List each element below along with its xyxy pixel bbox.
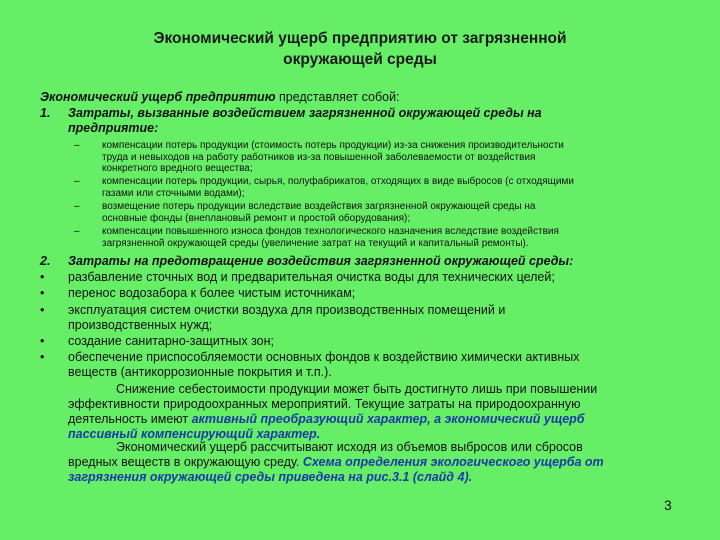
paragraph-2-line-3: загрязнения окружающей среды приведена на рис.3.1 (слайд 4). — [68, 470, 473, 484]
sub-item-4 — [74, 226, 690, 249]
sub-item-3-line-2: основные фонды (внеплановый ремонт и простой оборудования); — [102, 212, 411, 224]
item-2-text: Затраты на предотвращение воздействия загрязненной окружающей среды: — [68, 254, 574, 268]
slide-title — [40, 28, 680, 70]
paragraph-1-line-1: Снижение себестоимости продукции может быть достигнуто лишь при повышении — [116, 382, 598, 396]
paragraph-1-line-3: деятельность имеют активный преобразующий характер, а экономический ущерб — [68, 412, 585, 426]
highlight-text: активный преобразующий характер, а экономический ущерб — [191, 412, 585, 426]
item-1-line-1: Затраты, вызванные воздействием загрязненной окружающей среды на — [68, 106, 542, 120]
item-1-number: 1. — [40, 106, 51, 120]
bullet-5-line-2: веществ (антикоррозионные покрытия и т.п.). — [68, 365, 332, 379]
dash-marker: – — [74, 201, 80, 212]
sub-item-2-line-1: компенсации потерь продукции, сырья, полуфабрикатов, отходящих в виде выбросов (с отходящими — [102, 176, 574, 187]
item-1-line-2: предприятие: — [68, 121, 159, 135]
intro-rest: представляет собой: — [275, 90, 400, 104]
paragraph-2-line-1: Экономический ущерб рассчитывают исходя из объемов выбросов или сбросов — [116, 440, 583, 454]
bullet-4-line-1: создание санитарно-защитных зон; — [68, 334, 275, 348]
title-line-1: Экономический ущерб предприятию от загрязненной — [153, 30, 567, 47]
sub-item-4-line-1: компенсации повышенного износа фондов технологического назначения вследствие воздействия — [102, 226, 559, 237]
bullet-marker: • — [40, 334, 45, 348]
paragraph-2-line-2: вредных веществ в окружающую среду. Схема определения экологического ущерба от — [68, 455, 604, 469]
sub-item-3 — [74, 201, 690, 224]
sub-item-2-line-2: газами или сточными водами); — [102, 187, 245, 199]
bullet-marker: • — [40, 350, 45, 364]
paragraph-1-line-2: эффективности природоохранных мероприятий. Текущие затраты на природоохранную — [68, 397, 581, 411]
sub-item-3-line-1: возмещение потерь продукции вследствие воздействия загрязненной окружающей среды на — [102, 201, 536, 212]
highlight-text: Схема определения экологического ущерба от — [302, 455, 604, 469]
bullet-marker: • — [40, 286, 45, 300]
sub-item-1 — [74, 140, 690, 175]
item-1-text — [68, 106, 688, 136]
title-line-2: окружающей среды — [283, 51, 437, 68]
bullet-1-line-1: разбавление сточных вод и предварительная очистка воды для технических целей; — [68, 270, 555, 284]
intro-emphasis: Экономический ущерб предприятию — [40, 90, 276, 104]
sub-item-1-line-3: конкретного вредного вещества; — [102, 163, 253, 174]
sub-item-1-line-2: труда и невыходов на работу работников из-за повышенной заболеваемости от воздействия — [102, 151, 536, 163]
paragraph-1-line-4: пассивный компенсирующий характер. — [68, 427, 321, 441]
paragraph-2 — [68, 440, 688, 485]
bullet-marker: • — [40, 270, 45, 284]
bullet-2-line-1: перенос водозабора к более чистым источникам; — [68, 286, 356, 300]
page-number: 3 — [664, 497, 672, 513]
sub-item-4-line-2: загрязненной окружающей среды (увеличение затрат на текущий и капитальный ремонты). — [102, 237, 529, 249]
bullet-5-line-1: обеспечение приспособляемости основных фондов к воздействию химически активных — [68, 350, 580, 364]
bullet-3-line-2: производственных нужд; — [68, 318, 213, 332]
sub-item-1-line-1: компенсации потерь продукции (стоимость потерь продукции) из-за снижения производительности — [102, 140, 564, 151]
item-2-number: 2. — [40, 254, 51, 268]
bullet-marker: • — [40, 303, 45, 317]
bullet-3-line-1: эксплуатация систем очистки воздуха для производственных помещений и — [68, 303, 506, 317]
dash-marker: – — [74, 226, 80, 237]
dash-marker: – — [74, 176, 80, 187]
dash-marker: – — [74, 140, 80, 151]
sub-item-2 — [74, 176, 690, 199]
paragraph-1 — [68, 382, 688, 442]
intro-line — [40, 90, 690, 105]
